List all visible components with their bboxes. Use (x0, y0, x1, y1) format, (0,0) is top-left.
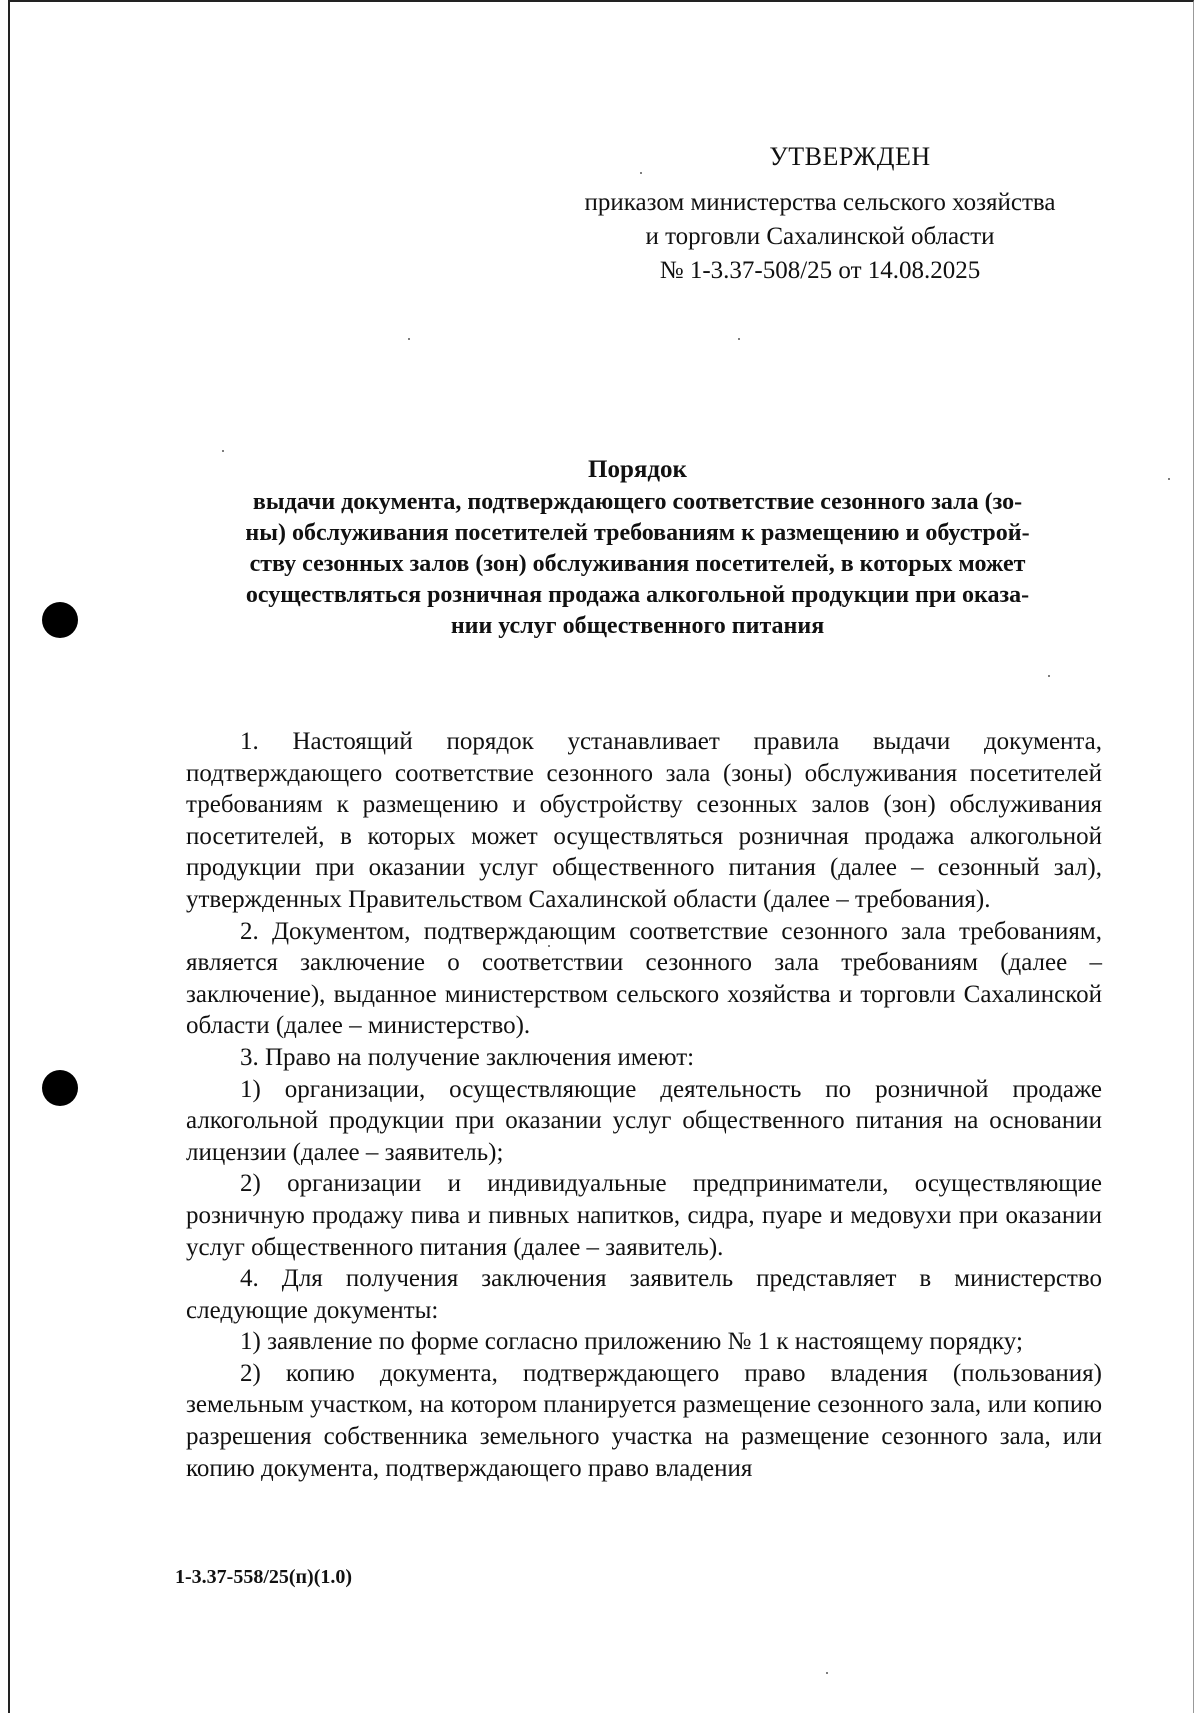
document-subtitle-line: ны) обслуживания посетителей требованиям к размещению и обустрой- (245, 520, 1030, 546)
scan-speck (408, 338, 410, 340)
approval-line: и торговли Сахалинской области (645, 223, 995, 250)
approval-block (560, 140, 1080, 288)
scan-speck (826, 1672, 828, 1674)
paragraph-3: 3. Право на получение заключения имеют: (240, 1043, 695, 1071)
paragraph-4-item-2: 2) копию документа, подтверждающего право владения (пользования) земельным участком, на котором планируется размещение сезонного зала, или копию разрешения собственника земельного участка на размещение сезонного зала, или копию документа, подтверждающего право владения (186, 1359, 1102, 1482)
paragraph-4: 4. Для получения заключения заявитель представляет в министерство следующие документы: (186, 1265, 1102, 1324)
document-code: 1-3.37-558/25(п)(1.0) (175, 1566, 353, 1588)
punch-hole-bottom (42, 1070, 78, 1106)
paragraph-4-item-1: 1) заявление по форме согласно приложению № 1 к настоящему порядку; (240, 1328, 1023, 1356)
punch-hole-top (42, 602, 78, 638)
scan-speck (738, 338, 740, 340)
paragraph-1: 1. Настоящий порядок устанавливает правила выдачи документа, подтверждающего соответствие сезонного зала (зоны) обслуживания посетителей требованиям к размещению и обустройству сезонных залов (зон) обслуживания посетителей, в которых может осуществляться розничная продажа алкогольной продукции при оказании услуг общественного питания (далее – сезонный зал), утвержденных Правительством Сахалинской области (далее – требования). (186, 728, 1102, 913)
approval-order-number: № 1-3.37-508/25 от 14.08.2025 (659, 257, 981, 284)
paragraph-2: 2. Документом, подтверждающим соответствие сезонного зала требованиям, является заключение о соответствии сезонного зала требованиям (далее – заключение), выданное министерством сельского хозяйства и торговли Сахалинской области (далее – министерство). (186, 917, 1102, 1040)
paragraph-3-item-2: 2) организации и индивидуальные предприниматели, осуществляющие розничную продажу пива и пивных напитков, сидра, пуаре и медовухи при оказании услуг общественного питания (далее – заявитель). (186, 1170, 1102, 1261)
scan-speck (1168, 478, 1170, 480)
document-subtitle-line: ству сезонных залов (зон) обслуживания посетителей, в которых может (249, 551, 1026, 577)
document-heading (185, 454, 1090, 642)
approval-stamp: УТВЕРЖДЕН (769, 142, 931, 171)
document-subtitle-line: выдачи документа, подтверждающего соответствие сезонного зала (зо- (252, 489, 1023, 515)
paragraph-3-item-1: 1) организации, осуществляющие деятельность по розничной продаже алкогольной продукции при оказании услуг общественного питания на основании лицензии (далее – заявитель); (186, 1075, 1102, 1166)
approval-line: приказом министерства сельского хозяйства (584, 189, 1056, 216)
document-subtitle-line: нии услуг общественного питания (450, 613, 825, 639)
scan-speck (222, 450, 224, 452)
scan-speck (1048, 675, 1050, 677)
document-body (186, 726, 1102, 1484)
document-title: Порядок (588, 456, 687, 483)
document-subtitle-line: осуществляться розничная продажа алкогольной продукции при оказа- (245, 582, 1030, 608)
